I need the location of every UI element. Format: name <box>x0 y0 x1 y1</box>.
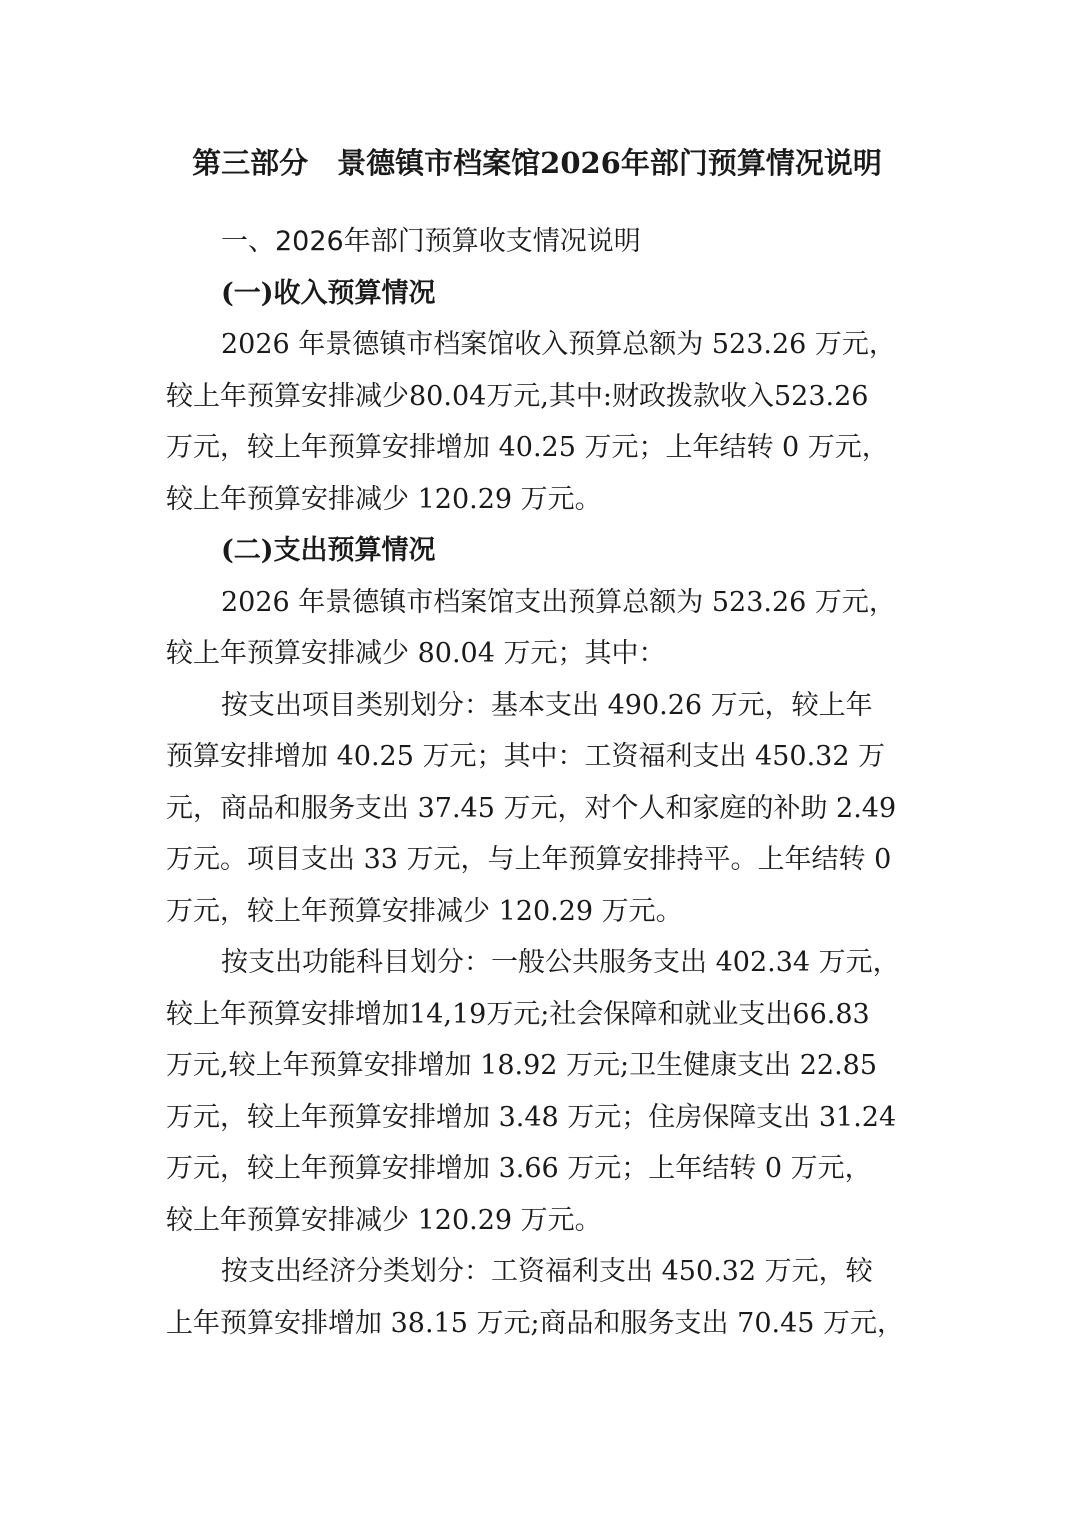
text-line: 万元，较上年预算安排减少 120.29 万元。 <box>166 895 683 927</box>
document-body <box>166 216 914 1349</box>
text-line: 万元,较上年预算安排增加 18.92 万元;卫生健康支出 22.85 <box>166 1050 878 1081</box>
expense-heading: (二)支出预算情况 <box>221 535 436 566</box>
text-line: 上年预算安排增加 38.15 万元;商品和服务支出 70.45 万元， <box>166 1307 905 1339</box>
expense-by-function-paragraph <box>166 937 914 1246</box>
income-paragraph <box>166 319 914 525</box>
text-line: 按支出项目类别划分：基本支出 490.26 万元，较上年 <box>221 689 873 721</box>
text-line: 较上年预算安排减少80.04万元,其中:财政拨款收入523.26 <box>166 380 869 412</box>
text-line: 较上年预算安排减少 120.29 万元。 <box>166 483 602 515</box>
text-line: 万元，较上年预算安排增加 40.25 万元；上年结转 0 万元， <box>166 432 889 463</box>
text-line: 按支出功能科目划分：一般公共服务支出 402.34 万元， <box>221 947 900 978</box>
text-line: 较上年预算安排增加14,19万元;社会保障和就业支出66.83 <box>166 998 870 1030</box>
text-line: 2026 年景德镇市档案馆支出预算总额为 523.26 万元， <box>221 586 896 618</box>
text-line: 较上年预算安排减少 80.04 万元；其中： <box>166 638 666 669</box>
section-heading: 一、2026年部门预算收支情况说明 <box>221 226 641 257</box>
text-line: 较上年预算安排减少 120.29 万元。 <box>166 1204 602 1236</box>
text-line: 万元。项目支出 33 万元，与上年预算安排持平。上年结转 0 <box>166 844 892 875</box>
expense-by-item-paragraph <box>166 680 914 938</box>
text-line: 元，商品和服务支出 37.45 万元，对个人和家庭的补助 2.49 <box>166 792 897 824</box>
text-line: 按支出经济分类划分：工资福利支出 450.32 万元，较 <box>221 1256 873 1287</box>
expense-intro-paragraph <box>166 577 914 680</box>
text-line: 预算安排增加 40.25 万元；其中：工资福利支出 450.32 万 <box>166 741 886 772</box>
expense-by-economic-paragraph <box>166 1246 914 1349</box>
text-line: 万元，较上年预算安排增加 3.48 万元；住房保障支出 31.24 <box>166 1101 897 1133</box>
text-line: 2026 年景德镇市档案馆收入预算总额为 523.26 万元， <box>221 329 896 360</box>
page-title: 第三部分 景德镇市档案馆2026年部门预算情况说明 <box>192 146 882 180</box>
text-line: 万元，较上年预算安排增加 3.66 万元；上年结转 0 万元， <box>166 1153 872 1184</box>
income-heading: (一)收入预算情况 <box>221 277 436 309</box>
